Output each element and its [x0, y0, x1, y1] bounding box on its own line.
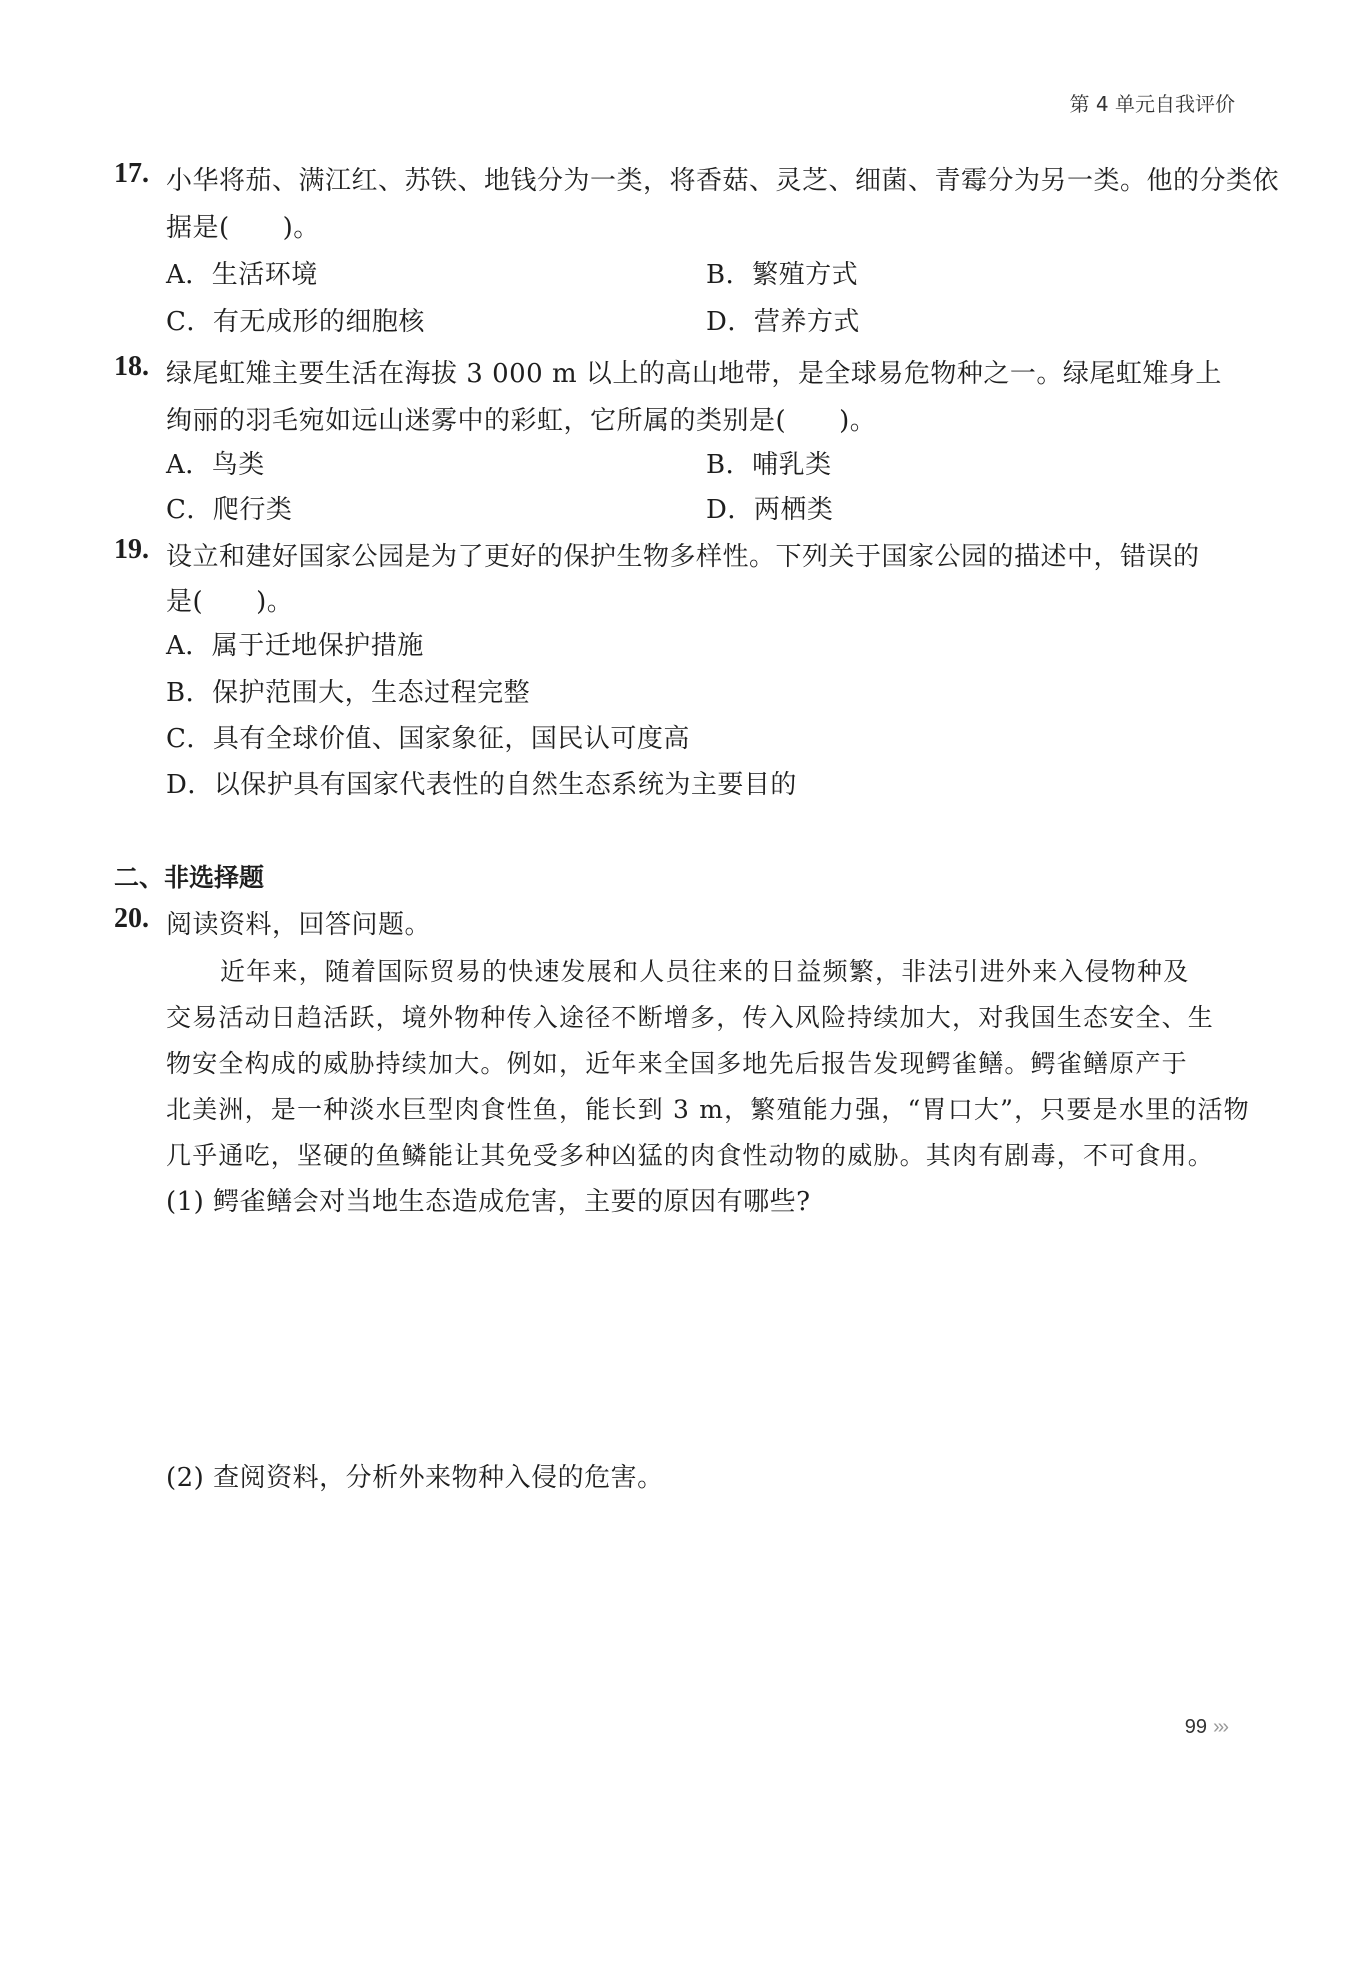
option-a: A．生活环境: [166, 260, 318, 290]
reading-paragraph-line: 近年来，随着国际贸易的快速发展和人员往来的日益频繁，非法引进外来入侵物种及: [220, 957, 1190, 986]
question-text-line: 是( )。: [166, 587, 294, 617]
sub-question-2: (2) 查阅资料，分析外来物种入侵的危害。: [166, 1463, 664, 1493]
option-b: B．繁殖方式: [706, 260, 859, 290]
section-title: 二、非选择题: [114, 863, 265, 892]
option-a: A．属于迁地保护措施: [166, 631, 424, 661]
option-c: C．具有全球价值、国家象征，国民认可度高: [166, 724, 690, 754]
reading-paragraph-line: 北美洲，是一种淡水巨型肉食性鱼，能长到 3 m，繁殖能力强，“胃口大”，只要是水里的活物: [166, 1095, 1250, 1124]
page-header-title: 第 4 单元自我评价: [1069, 92, 1235, 116]
question-text-line: 设立和建好国家公园是为了更好的保护生物多样性。下列关于国家公园的描述中，错误的: [166, 542, 1200, 572]
question-text-line: 绚丽的羽毛宛如远山迷雾中的彩虹，它所属的类别是( )。: [166, 406, 877, 436]
sub-question-1: (1) 鳄雀鳝会对当地生态造成危害，主要的原因有哪些?: [166, 1187, 811, 1217]
question-number: 17.: [114, 158, 149, 189]
option-d: D．以保护具有国家代表性的自然生态系统为主要目的: [166, 770, 797, 800]
question-text-line: 绿尾虹雉主要生活在海拔 3 000 m 以上的高山地带，是全球易危物种之一。绿尾虹雉身上: [166, 359, 1222, 389]
page-number: [1185, 1716, 1227, 1739]
option-d: D．两栖类: [706, 495, 834, 525]
question-prompt: 阅读资料，回答问题。: [166, 910, 432, 940]
option-a: A．鸟类: [166, 450, 265, 480]
option-b: B．保护范围大，生态过程完整: [166, 678, 531, 708]
option-c: C．有无成形的细胞核: [166, 307, 425, 337]
reading-paragraph-line: 物安全构成的威胁持续加大。例如，近年来全国多地先后报告发现鳄雀鳝。鳄雀鳝原产于: [166, 1049, 1188, 1078]
option-d: D．营养方式: [706, 307, 860, 337]
reading-paragraph-line: 几乎通吃，坚硬的鱼鳞能让其免受多种凶猛的肉食性动物的威胁。其肉有剧毒，不可食用。: [166, 1141, 1215, 1170]
question-number: 19.: [114, 534, 149, 565]
reading-paragraph-line: 交易活动日趋活跃，境外物种传入途径不断增多，传入风险持续加大，对我国生态安全、生: [166, 1003, 1215, 1032]
question-number: 18.: [114, 351, 149, 382]
question-text-line: 据是( )。: [166, 213, 320, 243]
option-c: C．爬行类: [166, 495, 293, 525]
page-number-text: 99: [1184, 1716, 1208, 1738]
chevron-right-icon: ›››: [1213, 1716, 1227, 1738]
option-b: B．哺乳类: [706, 450, 832, 480]
question-text-line: 小华将茄、满江红、苏铁、地钱分为一类，将香菇、灵芝、细菌、青霉分为另一类。他的分类依: [166, 166, 1280, 196]
question-number: 20.: [114, 903, 149, 934]
